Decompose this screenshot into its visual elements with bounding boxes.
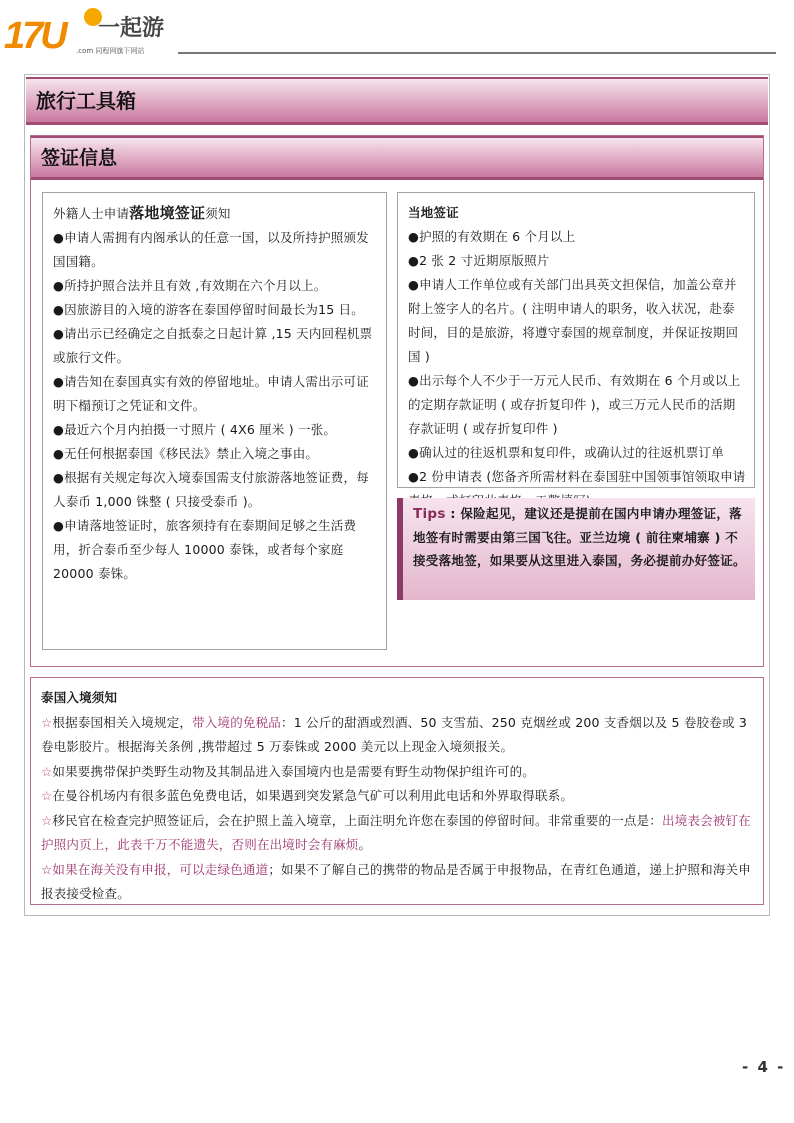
list-item: ●申请人工作单位或有关部门出具英文担保信，加盖公章并附上签字人的名片。( 注明申请人的职务，收入状况，赴泰时间，目的是旅游，将遵守泰国的规章制度，并保证按期回国 ): [408, 277, 739, 364]
landing-visa-box: [42, 192, 387, 650]
visa-section: [30, 135, 764, 667]
star-icon: ☆: [41, 788, 53, 803]
logo-number: 17U: [4, 15, 65, 57]
entry-text: 。: [358, 837, 372, 852]
list-item: ●所持护照合法并且有效 ,有效期在六个月以上。: [53, 278, 327, 293]
star-icon: ☆: [41, 714, 53, 730]
local-visa-heading: 当地签证: [408, 205, 459, 220]
entry-highlight: 出境表会被钉在护照内页上，此表千万不能遗失，否则在出境时会有麻烦: [41, 812, 751, 852]
logo-subtitle: .com 同程网旗下网站: [76, 47, 145, 55]
entry-paragraph: [41, 760, 753, 785]
list-item: ●最近六个月内拍摄一寸照片 ( 4X6 厘米 ) 一张。: [53, 422, 337, 437]
entry-text: 在曼谷机场内有很多蓝色免费电话，如果遇到突发紧急气矿可以利用此电话和外界取得联系。: [52, 788, 574, 803]
list-item: ●出示每个人不少于一万元人民币、有效期在 6 个月或以上的定期存款证明 ( 或存折复印件 )，或三万元人民币的活期存款证明 ( 或存折复印件 ): [408, 373, 741, 436]
entry-notice-title: 泰国入境须知: [41, 690, 118, 705]
entry-text: ：1 公斤的甜酒或烈酒、50 支雪茄、250 克烟丝或 200 支香烟以及 5 卷胶卷或 3 卷电影胶片。根据海关条例 ,携带超过 5 万泰铢或 2000 美元以上现金入境须报关。: [41, 714, 747, 754]
entry-paragraph: [41, 809, 753, 858]
entry-text: 移民官在检查完护照签证后，会在护照上盖入境章，上面注明允许您在泰国的停留时间。非常重要的一点是：: [52, 812, 663, 828]
lead-bold: 落地境签证: [129, 204, 206, 222]
list-item: ●请出示已经确定之自抵泰之日起计算 ,15 天内回程机票或旅行文件。: [53, 326, 373, 365]
entry-highlight: 带入境的免税品: [192, 714, 282, 730]
entry-highlight: ☆如果在海关没有申报，可以走绿色通道: [41, 861, 269, 877]
lead-suffix: 须知: [205, 206, 231, 221]
entry-paragraph: [41, 711, 753, 760]
visa-section-title: 签证信息: [31, 136, 763, 180]
site-logo[interactable]: [4, 2, 179, 58]
list-item: ●2 张 2 寸近期原版照片: [408, 253, 550, 268]
tips-box: [397, 498, 755, 600]
list-item: ●无任何根据泰国《移民法》禁止入境之事由。: [53, 446, 319, 461]
list-item: ●护照的有效期在 6 个月以上: [408, 229, 576, 244]
lead-prefix: 外籍人士申请: [53, 206, 130, 221]
entry-notice-section: [30, 677, 764, 905]
logo-brand: 一起游: [98, 16, 165, 41]
star-icon: ☆: [41, 763, 53, 779]
list-item: ●申请人需拥有内阁承认的任意一国，以及所持护照颁发国国籍。: [53, 230, 369, 269]
entry-paragraph: [41, 858, 753, 907]
list-item: ●2 份申请表 (您备齐所需材料在泰国驻中国领事馆领取申请: [408, 469, 746, 484]
tips-text: : 保险起见，建议还是提前在国内申请办理签证，落地签有时需要由第三国飞往。亚兰边境 ( 前往柬埔寨 ) 不接受落地签，如果要从这里进入泰国，务必提前办好签证。: [413, 506, 746, 568]
entry-text: 根据泰国相关入境规定，: [52, 714, 193, 730]
list-item: ●确认过的往返机票和复印件，或确认过的往返机票订单: [408, 445, 724, 460]
local-visa-box: [397, 192, 755, 488]
page-number: - 4 -: [742, 1058, 786, 1076]
tips-label: Tips: [413, 506, 446, 522]
entry-text: 如果要携带保护类野生动物及其制品进入泰国境内也是需要有野生动物保护组许可的。: [52, 763, 536, 779]
entry-paragraph: [41, 784, 753, 809]
page-title: 旅行工具箱: [26, 77, 768, 125]
entry-text: ；如果不了解自己的携带的物品是否属于申报物品，在青红色通道，递上护照和海关申报表接受检查。: [41, 861, 751, 901]
travel-toolbox-panel: [24, 74, 770, 916]
list-item: ●申请落地签证时，旅客须持有在泰期间足够之生活费用，折合泰币至少每人 10000 泰铢，或者每个家庭 20000 泰铢。: [53, 518, 357, 581]
star-icon: ☆: [41, 812, 53, 828]
list-item: ●根据有关规定每次入境泰国需支付旅游落地签证费，每人泰币 1,000 铢整 ( 只接受泰币 )。: [53, 470, 369, 509]
list-item: ●因旅游目的入境的游客在泰国停留时间最长为15 日。: [53, 302, 364, 317]
landing-visa-lead: [53, 201, 376, 226]
list-item: ●请告知在泰国真实有效的停留地址。申请人需出示可证明下榻预订之凭证和文件。: [53, 374, 369, 413]
header-divider: [178, 52, 776, 54]
